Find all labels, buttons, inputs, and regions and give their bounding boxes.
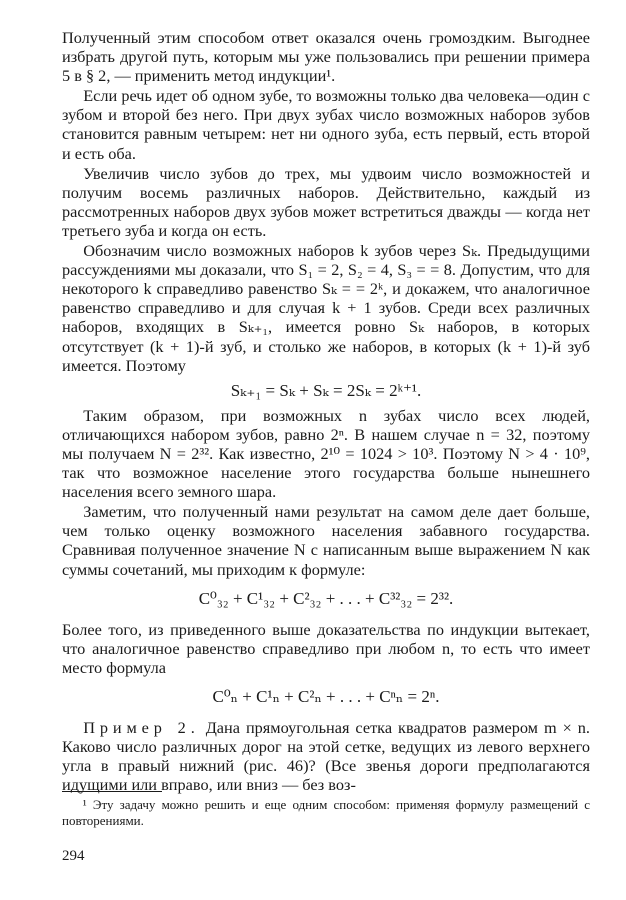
paragraph-3: Увеличив число зубов до трех, мы удвоим число возможностей и получим восемь различных наборов. Действительно, каждый из рассмотренных наборов двух зубов может встретиться дважды — когда нет третьего зуба и когда он есть. bbox=[62, 163, 590, 240]
formula-binomial-32: C⁰₃₂ + C¹₃₂ + C²₃₂ + . . . + C³²₃₂ = 2³². bbox=[198, 588, 454, 608]
paragraph-6: Заметим, что полученный нами результат на самом деле дает больше, чем только оценку возможного населения забавного государства. Сравнивая полученное значение N с написанным выше выражением N как суммы сочетаний, мы приходим к формуле: bbox=[62, 502, 590, 579]
paragraph-2: Если речь идет об одном зубе, то возможны только два человека—один с зубом и второй без него. При двух зубах число возможных наборов зубов становится равным четырем: нет ни одного зуба, есть первый, есть второй и есть оба. bbox=[62, 86, 590, 163]
footnote: ¹ Эту задачу можно решить и еще одним способом: применяя формулу размещений с повторениями. bbox=[62, 797, 590, 828]
paragraph-7: Более того, из приведенного выше доказательства по индукции вытекает, что аналогичное равенство справедливо при любом n, то есть что имеет место формула bbox=[62, 619, 590, 677]
paragraph-1: Полученный этим способом ответ оказался очень громоздким. Выгоднее избрать другой путь, которым мы уже пользовались при решении примера 5 в § 2, — применить метод индукции¹. bbox=[62, 28, 590, 86]
example-text: Дана прямоугольная сетка квадратов размером m × n. Каково число различных дорог на этой сетке, ведущих из левого верхнего угла в правый нижний (рис. 46)? (Все звенья дороги предполагаются идущими или вправо, или вниз — без воз- bbox=[62, 718, 591, 795]
formula-recursion: Sₖ₊₁ = Sₖ + Sₖ = 2Sₖ = 2ᵏ⁺¹. bbox=[230, 380, 422, 400]
footnote-divider bbox=[62, 791, 162, 792]
paragraph-4: Обозначим число возможных наборов k зубов через Sₖ. Предыдущими рассуждениями мы доказали, что S₁ = 2, S₂ = 4, S₃ = = 8. Допустим, что для некоторого k справедливо равенство Sₖ = = 2ᵏ, и докажем, что аналогичное равенство справедливо и для случая k + 1 зубов. Среди всех различных наборов, входящих в Sₖ₊₁, имеется ровно Sₖ наборов, в которых отсутствует (k + 1)-й зуб, и столько же наборов, в которых (k + 1)-й зуб имеется. Поэтому bbox=[62, 241, 590, 375]
formula-binomial-n: C⁰ₙ + C¹ₙ + C²ₙ + . . . + Cⁿₙ = 2ⁿ. bbox=[212, 687, 440, 706]
paragraph-5: Таким образом, при возможных n зубах число всех людей, отличающихся набором зубов, равно 2ⁿ. В нашем случае n = 32, поэтому мы получаем N = 2³². Как известно, 2¹⁰ = 1024 > 10³. Поэтому N > 4 · 10⁹, так что возможное население этого государства больше нынешнего населения всего земного шара. bbox=[62, 405, 590, 502]
example-label: Пример 2. bbox=[83, 718, 200, 738]
page-number: 294 bbox=[62, 848, 85, 864]
paragraph-8 bbox=[62, 718, 590, 794]
body-text bbox=[62, 28, 590, 794]
